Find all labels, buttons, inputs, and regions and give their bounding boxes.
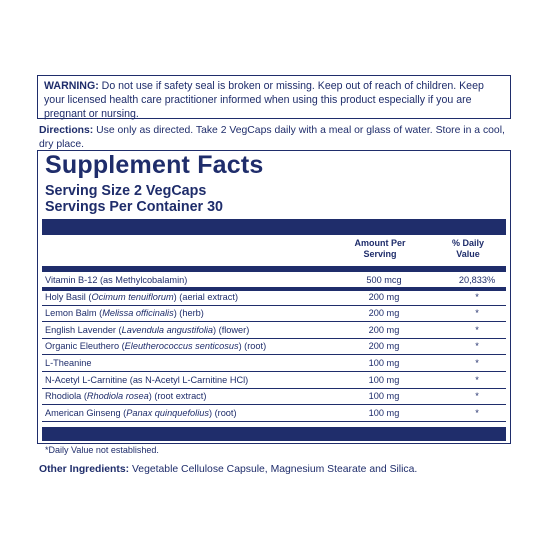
servings-per-container: Servings Per Container 30: [45, 199, 223, 215]
ingredient-row: [42, 306, 506, 320]
ingredient-row: [42, 339, 506, 353]
ingredient-latin-name: Rhodiola rosea: [86, 391, 149, 402]
ingredient-latin-name: Ocimum tenuiflorum: [91, 291, 174, 302]
ingredient-name: [45, 290, 238, 304]
ingredient-daily-value: *: [475, 324, 479, 335]
daily-value-header: [438, 238, 498, 260]
ingredient-daily-value: 20,833%: [458, 275, 496, 285]
amount-header-line2: Serving: [363, 249, 397, 259]
ingredient-part: ) (herb): [173, 308, 204, 319]
serving-size: Serving Size 2 VegCaps: [45, 183, 207, 199]
ingredient-name-text: American Ginseng (: [45, 407, 127, 418]
footer-bar: [42, 427, 506, 441]
ingredient-amount: 200 mg: [368, 324, 400, 335]
ingredient-daily-value: *: [475, 374, 479, 385]
ingredient-name: [45, 339, 266, 353]
ingredient-row: [42, 356, 506, 370]
ingredient-row: [42, 389, 506, 403]
amount-header-line1: Amount Per: [354, 238, 406, 248]
ingredient-amount: 100 mg: [368, 358, 400, 368]
row-rule: [42, 421, 506, 422]
ingredient-amount: 200 mg: [368, 308, 400, 319]
ingredient-row: [42, 406, 506, 420]
footnote: *Daily Value not established.: [45, 445, 159, 455]
ingredient-latin-name: Eleutherococcus senticosus: [124, 341, 239, 352]
column-header-bar: [42, 266, 506, 272]
ingredient-name: [45, 389, 206, 403]
other-ingredients-text: Vegetable Cellulose Capsule, Magnesium Stearate and Silica.: [129, 464, 418, 475]
ingredient-latin-name: Lavendula angustifolia: [121, 324, 214, 335]
supplement-facts-panel: [37, 150, 511, 455]
ingredient-amount: 500 mcg: [366, 275, 402, 285]
ingredient-daily-value: *: [475, 358, 479, 368]
ingredient-name: [45, 323, 249, 337]
other-ingredients-label: Other Ingredients:: [39, 464, 130, 475]
ingredient-name-text: Organic Eleuthero (: [45, 341, 125, 352]
ingredient-part: ) (root): [208, 407, 237, 418]
ingredient-name-text: English Lavender (: [45, 324, 122, 335]
ingredient-name-text: Rhodiola (: [45, 391, 87, 402]
warning-box: [37, 75, 511, 119]
warning-text: Do not use if safety seal is broken or missing. Keep out of reach of children. Keep your licensed health care practitioner informed when using this product especially if you are pregnant or nursing.: [44, 80, 484, 120]
ingredient-name-text: Lemon Balm (: [45, 308, 103, 319]
ingredient-name: [45, 273, 187, 287]
ingredient-amount: 100 mg: [368, 407, 400, 418]
amount-per-serving-header: [348, 238, 412, 260]
ingredient-name-text: L-Theanine: [45, 358, 92, 368]
directions-label: Directions:: [39, 125, 94, 136]
ingredient-latin-name: Panax quinquefolius: [126, 407, 209, 418]
header-bar: [42, 219, 506, 235]
ingredient-latin-name: Melissa officinalis: [102, 308, 174, 319]
ingredient-row: [42, 373, 506, 387]
ingredient-row: [42, 290, 506, 304]
ingredient-name: [45, 356, 91, 370]
ingredient-name: [45, 406, 237, 420]
ingredient-name-text: N-Acetyl L-Carnitine (as N-Acetyl L-Carnitine HCl): [45, 374, 249, 385]
warning-label: WARNING:: [44, 80, 99, 92]
ingredient-daily-value: *: [475, 291, 479, 302]
ingredient-row: [42, 323, 506, 337]
ingredient-daily-value: *: [475, 341, 479, 352]
ingredient-daily-value: *: [475, 407, 479, 418]
ingredient-amount: 100 mg: [368, 391, 400, 402]
ingredient-name: [45, 373, 248, 387]
dv-header-line2: Value: [456, 249, 480, 259]
ingredient-daily-value: *: [475, 308, 479, 319]
ingredient-amount: 100 mg: [368, 374, 400, 385]
ingredient-part: ) (aerial extract): [173, 291, 238, 302]
ingredient-amount: 200 mg: [368, 341, 400, 352]
directions: [39, 124, 511, 152]
ingredient-daily-value: *: [475, 391, 479, 402]
ingredient-name-text: Vitamin B-12 (as Methylcobalamin): [45, 275, 188, 285]
ingredient-part: ) (root extract): [148, 391, 207, 402]
ingredient-name-text: Holy Basil (: [45, 291, 92, 302]
ingredient-part: ) (root): [238, 341, 267, 352]
ingredient-row: [42, 273, 506, 287]
dv-header-line1: % Daily: [451, 238, 484, 248]
ingredient-name: [45, 306, 204, 320]
ingredient-amount: 200 mg: [368, 291, 400, 302]
directions-text: Use only as directed. Take 2 VegCaps daily with a meal or glass of water. Store in a cool, dry place.: [39, 125, 505, 150]
facts-title: Supplement Facts: [45, 151, 264, 179]
other-ingredients: [39, 463, 417, 477]
ingredient-part: ) (flower): [213, 324, 250, 335]
